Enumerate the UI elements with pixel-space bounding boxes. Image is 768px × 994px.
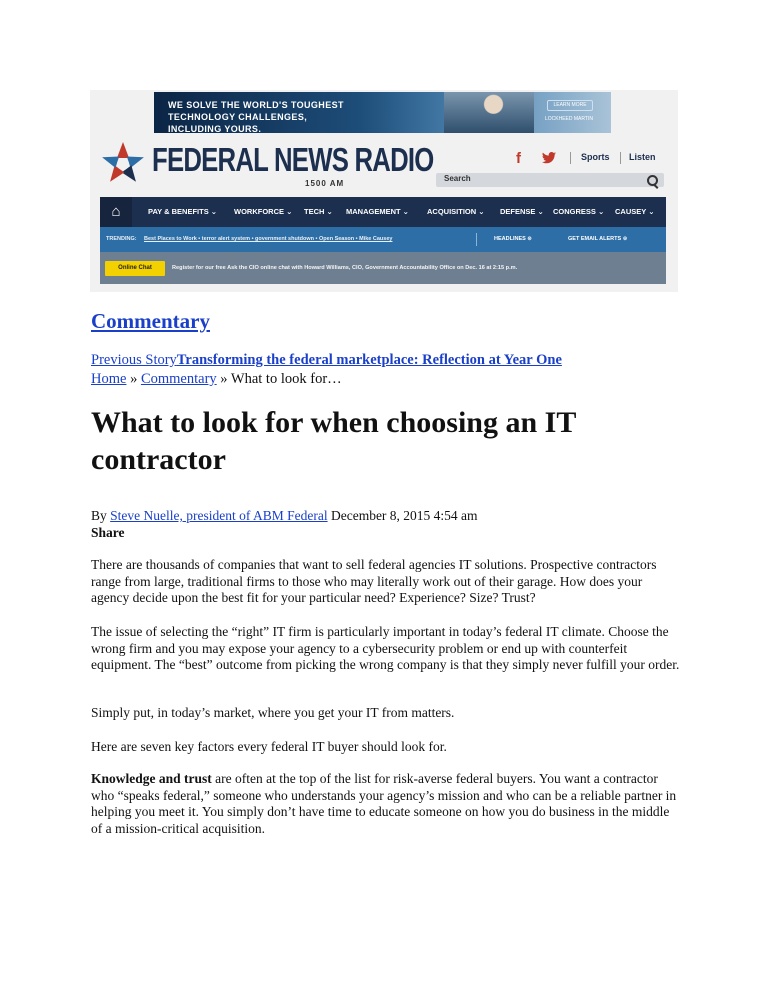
search-input[interactable] xyxy=(436,173,664,187)
breadcrumb-separator: » xyxy=(216,371,231,387)
trending-divider xyxy=(476,233,477,246)
email-alerts-link[interactable]: GET EMAIL ALERTS ⊛ xyxy=(568,236,628,242)
ad-image xyxy=(444,92,534,133)
chat-announcement-bar xyxy=(100,252,666,284)
header-divider xyxy=(620,152,621,164)
ad-text: WE SOLVE THE WORLD'S TOUGHEST TECHNOLOGY CHALLENGES, INCLUDING YOURS. xyxy=(168,100,344,133)
nav-item-pay-benefits[interactable]: PAY & BENEFITS ⌄ xyxy=(148,207,218,216)
site-logo-text[interactable]: FEDERAL NEWS RADIO xyxy=(152,141,434,178)
nav-item-tech[interactable]: TECH ⌄ xyxy=(304,207,333,216)
nav-item-acquisition[interactable]: ACQUISITION ⌄ xyxy=(427,207,485,216)
breadcrumb-current: What to look for… xyxy=(230,371,342,387)
trending-links[interactable]: Best Places to Work • terror alert system • government shutdown • Open Season • Mike Causey xyxy=(144,236,393,242)
nav-item-workforce[interactable]: WORKFORCE ⌄ xyxy=(234,207,293,216)
article-headline: What to look for when choosing an IT contractor xyxy=(91,406,576,476)
search-placeholder: Search xyxy=(444,174,471,183)
article-paragraph: There are thousands of companies that want to sell federal agencies IT solutions. Prospective contractors range from large, traditional firms to those who may literally work out of their garage. How does your agency decide upon the best fit for your particular need? Experience? Size? Trust? xyxy=(91,557,657,605)
main-nav xyxy=(100,197,666,227)
headlines-link[interactable]: HEADLINES ⊛ xyxy=(494,236,532,242)
section-link-commentary[interactable]: Commentary xyxy=(91,309,210,333)
breadcrumb xyxy=(91,371,342,388)
author-link[interactable]: Steve Nuelle, president of ABM Federal xyxy=(110,508,328,523)
nav-item-management[interactable]: MANAGEMENT ⌄ xyxy=(346,207,409,216)
paragraph-lead-bold: Knowledge and trust xyxy=(91,771,212,786)
breadcrumb-separator: » xyxy=(126,371,141,387)
header-divider xyxy=(570,152,571,164)
share-button[interactable]: Share xyxy=(91,525,125,540)
trending-label: TRENDING: xyxy=(106,236,137,242)
site-logo-subtitle: 1500 AM xyxy=(305,179,345,188)
article-paragraph: The issue of selecting the “right” IT firm is particularly important in today’s federal IT climate. Choose the wrong firm and you may expose your agency to a cybersecurity problem or end up with counterfeit equipment. The “best” outcome from picking the wrong company is that they simply never fulfill your order. xyxy=(91,624,680,672)
star-logo-icon xyxy=(98,140,148,188)
ad-learn-more-button[interactable]: LEARN MORE xyxy=(547,100,593,111)
article-date: December 8, 2015 4:54 am xyxy=(327,508,478,523)
home-icon[interactable]: ⌂ xyxy=(100,197,132,227)
search-icon[interactable] xyxy=(647,175,658,186)
previous-story-link[interactable] xyxy=(91,352,562,369)
article-paragraph: Here are seven key factors every federal IT buyer should look for. xyxy=(91,739,447,754)
nav-item-congress[interactable]: CONGRESS ⌄ xyxy=(553,207,605,216)
breadcrumb-home[interactable]: Home xyxy=(91,371,127,387)
ad-sponsor-logo: LOCKHEED MARTIN xyxy=(545,116,593,122)
article-paragraph: Simply put, in today’s market, where you get your IT from matters. xyxy=(91,705,455,720)
previous-story-title[interactable]: Transforming the federal marketplace: Reflection at Year One xyxy=(176,352,562,368)
banner-ad[interactable] xyxy=(154,92,611,133)
paragraph-body: are often at the top of the list for risk-averse federal buyers. You want a contractor who “speaks federal,” someone who understands your agency’s mission and who can be a reliable partner in helping you meet it. You simply don’t have time to educate someone on how you do business in the middle of a mission-critical acquisition. xyxy=(91,771,677,836)
article-paragraph xyxy=(91,771,681,837)
sports-link[interactable]: Sports xyxy=(581,152,610,162)
online-chat-button[interactable]: Online Chat xyxy=(105,261,165,276)
twitter-icon[interactable] xyxy=(542,152,556,167)
site-header-screenshot xyxy=(90,90,678,292)
byline-prefix: By xyxy=(91,508,111,523)
nav-item-defense[interactable]: DEFENSE ⌄ xyxy=(500,207,544,216)
listen-link[interactable]: Listen xyxy=(629,152,656,162)
nav-item-causey[interactable]: CAUSEY ⌄ xyxy=(615,207,655,216)
breadcrumb-commentary[interactable]: Commentary xyxy=(140,371,217,387)
article-byline xyxy=(91,508,478,524)
previous-story-label: Previous Story xyxy=(91,352,177,368)
facebook-icon[interactable]: f xyxy=(516,150,521,167)
trending-bar xyxy=(100,227,666,252)
chat-announcement-text[interactable]: Register for our free Ask the CIO online chat with Howard Williams, CIO, Government Accountability Office on Dec. 16 at 2:15 p.m. xyxy=(172,265,518,271)
